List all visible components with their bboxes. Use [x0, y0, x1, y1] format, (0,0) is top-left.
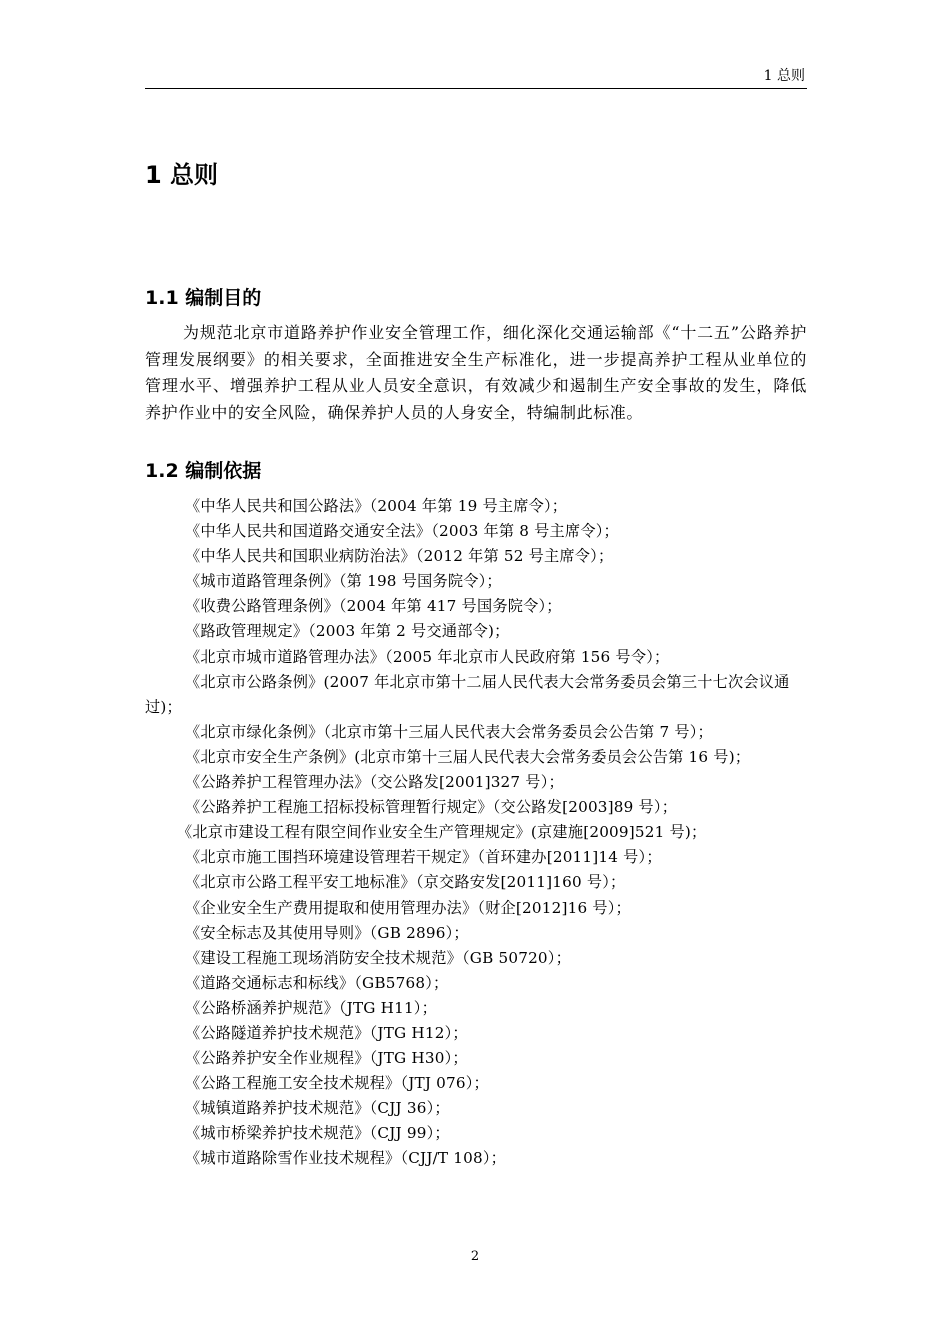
- reference-item: 《中华人民共和国公路法》（2004 年第 19 号主席令）；: [185, 497, 568, 515]
- reference-item: 《公路隧道养护技术规范》（JTG H12）；: [185, 1023, 468, 1042]
- reference-item: 《道路交通标志和标线》（GB5768）；: [185, 973, 449, 992]
- running-header: 1 总则: [763, 68, 805, 84]
- purpose-paragraph: 为规范北京市道路养护作业安全管理工作，细化深化交通运输部《“十二五”公路养护管理发展纲要》的相关要求，全面推进安全生产标准化，进一步提高养护工程从业单位的管理水平、增强养护工程从业人员安全意识，有效减少和遏制生产安全事故的发生，降低养护作业中的安全风险，确保养护人员的人身安全，特编制此标准。: [145, 323, 807, 422]
- reference-list: [145, 494, 807, 1172]
- reference-item: 《北京市建设工程有限空间作业安全生产管理规定》(京建施[2009]521 号)；: [177, 823, 707, 842]
- page-number: 2: [470, 1249, 480, 1264]
- reference-item: 《公路养护安全作业规程》（JTG H30）；: [185, 1049, 468, 1068]
- reference-item: 《北京市施工围挡环境建设管理若干规定》（首环建办[2011]14 号）；: [185, 848, 662, 867]
- reference-item: 《收费公路管理条例》（2004 年第 417 号国务院令）；: [185, 597, 562, 616]
- chapter-title: 1 总则: [145, 161, 219, 189]
- reference-item: 《公路桥涵养护规范》（JTG H11）；: [185, 998, 437, 1017]
- reference-item: 《安全标志及其使用导则》（GB 2896）；: [185, 923, 469, 942]
- reference-item: 《中华人民共和国道路交通安全法》（2003 年第 8 号主席令）；: [185, 522, 619, 541]
- reference-item: 《公路养护工程管理办法》（交公路发[2001]327 号）；: [185, 773, 564, 792]
- reference-item: 《公路养护工程施工招标投标管理暂行规定》（交公路发[2003]89 号）；: [185, 798, 678, 817]
- reference-item: 《企业安全生产费用提取和使用管理办法》（财企[2012]16 号）；: [185, 898, 631, 917]
- reference-item: 《城镇道路养护技术规范》（CJJ 36）；: [185, 1099, 450, 1118]
- reference-item: 《北京市城市道路管理办法》（2005 年北京市人民政府第 156 号令）；: [185, 647, 670, 666]
- section-title-purpose: 1.1 编制目的: [145, 287, 262, 309]
- reference-item: 《城市道路管理条例》（第 198 号国务院令）；: [185, 572, 502, 591]
- reference-item: 《城市道路除雪作业技术规程》（CJJ/T 108）；: [185, 1149, 507, 1168]
- reference-item: 《城市桥梁养护技术规范》（CJJ 99）；: [185, 1124, 450, 1143]
- section-title-basis: 1.2 编制依据: [145, 460, 262, 482]
- reference-item: 《北京市绿化条例》（北京市第十三届人民代表大会常务委员会公告第 7 号）；: [185, 722, 713, 741]
- reference-item: 《中华人民共和国职业病防治法》（2012 年第 52 号主席令）；: [185, 547, 614, 566]
- reference-item: 《北京市安全生产条例》(北京市第十三届人民代表大会常务委员会公告第 16 号)；: [185, 747, 751, 766]
- reference-item: 《路政管理规定》（2003 年第 2 号交通部令)；: [185, 622, 510, 641]
- reference-item: 《北京市公路条例》(2007 年北京市第十二届人民代表大会常务委员会第三十七次会议通过)；: [145, 672, 790, 716]
- header-rule: [145, 88, 807, 89]
- reference-item: 《北京市公路工程平安工地标准》（京交路安发[2011]160 号）；: [185, 873, 626, 892]
- reference-item: 《公路工程施工安全技术规程》（JTJ 076）；: [185, 1074, 489, 1093]
- reference-item: 《建设工程施工现场消防安全技术规范》（GB 50720）；: [185, 948, 571, 967]
